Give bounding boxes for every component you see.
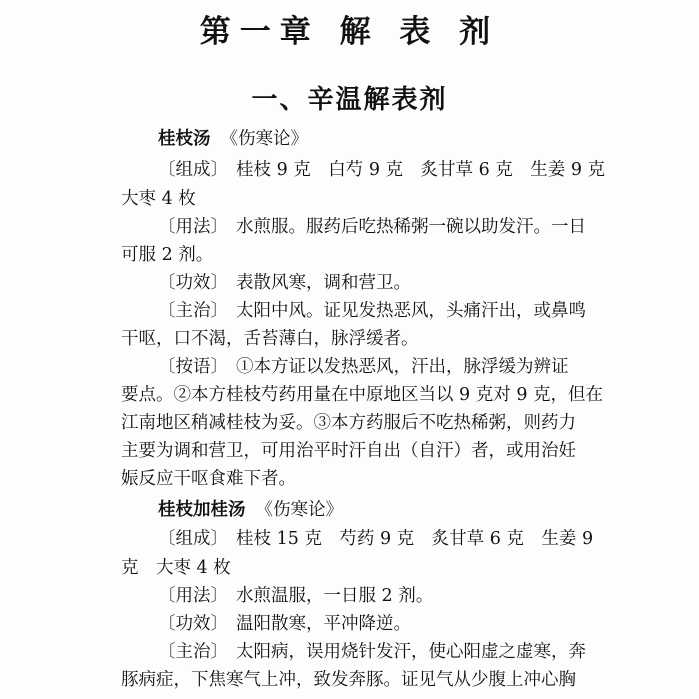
usage-line xyxy=(0,583,699,609)
composition-line-cont: 大枣 4 枚 xyxy=(121,189,196,209)
formula-heading xyxy=(0,497,699,523)
usage-text: 水煎温服，一日服 2 剂。 xyxy=(236,586,434,606)
indication-text: 太阳病，误用烧针发汗，使心阳虚之虚寒，奔 xyxy=(236,642,586,662)
notes-line-cont: 江南地区稍减桂枝为妥。③本方药服后不吃热稀粥，则药力 xyxy=(121,413,576,433)
efficacy-tag: 〔功效〕 xyxy=(158,614,228,634)
composition-text: 桂枝 9 克 白芍 9 克 炙甘草 6 克 生姜 9 克 xyxy=(236,160,606,180)
notes-text: ①本方证以发热恶风，汗出，脉浮缓为辨证 xyxy=(236,357,569,377)
indication-line-cont: 豚病症，下焦寒气上冲，致发奔豚。证见气从少腹上冲心胸 xyxy=(121,670,576,690)
efficacy-line xyxy=(0,270,699,296)
indication-line-cont: 干呕，口不渴，舌苔薄白，脉浮缓者。 xyxy=(121,329,419,349)
composition-line xyxy=(0,526,699,552)
notes-line-cont: 主要为调和营卫，可用治平时汗自出（自汗）者，或用治妊 xyxy=(121,441,576,461)
usage-line-cont: 可服 2 剂。 xyxy=(121,245,214,265)
indication-tag: 〔主治〕 xyxy=(158,301,228,321)
indication-text: 太阳中风。证见发热恶风，头痛汗出，或鼻鸣 xyxy=(236,301,586,321)
notes-tag: 〔按语〕 xyxy=(158,357,228,377)
formula-source: 《伤寒论》 xyxy=(220,129,308,149)
indication-line xyxy=(0,639,699,665)
efficacy-tag: 〔功效〕 xyxy=(158,273,228,293)
indication-tag: 〔主治〕 xyxy=(158,642,228,662)
chapter-title: 第一章 解 表 剂 xyxy=(199,14,500,50)
section-title: 一、辛温解表剂 xyxy=(251,85,448,115)
notes-line-cont: 娠反应干呕食难下者。 xyxy=(121,469,296,489)
notes-line-cont: 要点。②本方桂枝芍药用量在中原地区当以 9 克对 9 克，但在 xyxy=(121,385,604,405)
composition-tag: 〔组成〕 xyxy=(158,529,228,549)
composition-text: 桂枝 15 克 芍药 9 克 炙甘草 6 克 生姜 9 xyxy=(236,529,594,549)
usage-line xyxy=(0,214,699,240)
efficacy-text: 温阳散寒，平冲降逆。 xyxy=(236,614,411,634)
notes-line xyxy=(0,354,699,380)
formula-name: 桂枝汤 xyxy=(158,129,211,149)
formula-source: 《伤寒论》 xyxy=(255,500,343,520)
composition-line-cont: 克 大枣 4 枚 xyxy=(121,558,231,578)
efficacy-text: 表散风寒，调和营卫。 xyxy=(236,273,411,293)
usage-tag: 〔用法〕 xyxy=(158,586,228,606)
usage-tag: 〔用法〕 xyxy=(158,217,228,237)
efficacy-line xyxy=(0,611,699,637)
formula-name: 桂枝加桂汤 xyxy=(158,500,246,520)
formula-heading xyxy=(0,126,699,152)
indication-line xyxy=(0,298,699,324)
composition-tag: 〔组成〕 xyxy=(158,160,228,180)
composition-line xyxy=(0,157,699,183)
usage-text: 水煎服。服药后吃热稀粥一碗以助发汗。一日 xyxy=(236,217,586,237)
